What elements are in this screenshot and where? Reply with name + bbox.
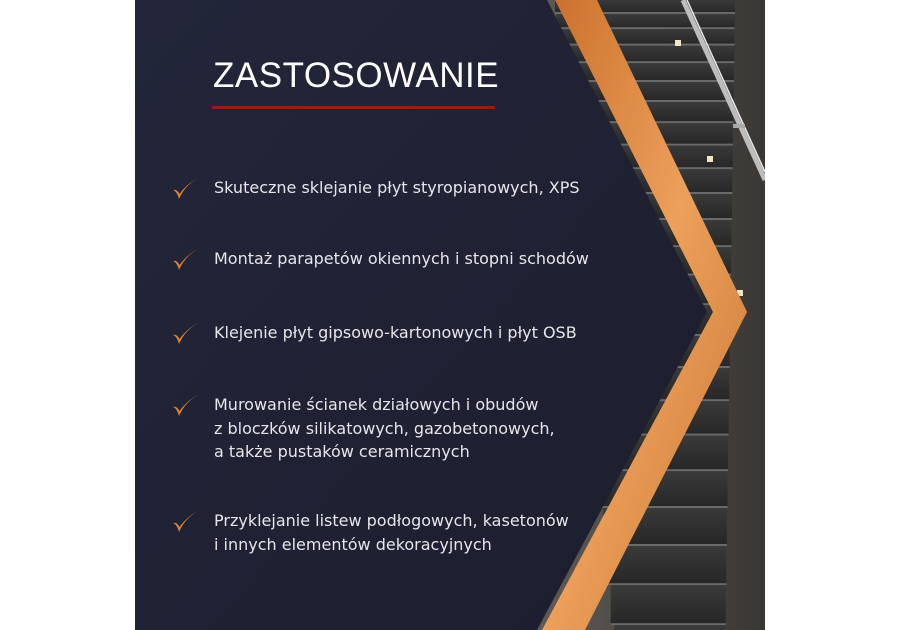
infographic-canvas bbox=[135, 0, 765, 630]
list-item-line: z bloczków silikatowych, gazobetonowych, bbox=[214, 418, 555, 438]
list-item-text bbox=[214, 393, 555, 464]
list-item-line: Klejenie płyt gipsowo-kartonowych i płyt OSB bbox=[214, 323, 577, 342]
page-title: ZASTOSOWANIE bbox=[213, 56, 500, 95]
checkmark-icon bbox=[170, 247, 200, 273]
list-item bbox=[170, 321, 577, 347]
list-item-line: Murowanie ścianek działowych i obudów bbox=[214, 395, 539, 414]
list-item-line: a także pustaków ceramicznych bbox=[214, 442, 470, 461]
checkmark-icon bbox=[170, 393, 200, 419]
checkmark-icon bbox=[170, 321, 200, 347]
list-item bbox=[170, 176, 580, 202]
title-underline bbox=[212, 106, 495, 109]
list-item-text bbox=[214, 247, 589, 271]
list-item-text bbox=[214, 509, 569, 556]
list-item-text bbox=[214, 321, 577, 345]
list-item-line: i innych elementów dekoracyjnych bbox=[214, 534, 492, 554]
list-item-line: Przyklejanie listew podłogowych, kasetonów bbox=[214, 511, 569, 530]
checkmark-icon bbox=[170, 509, 200, 535]
list-item-line: Skuteczne sklejanie płyt styropianowych, XPS bbox=[214, 178, 580, 197]
checkmark-icon bbox=[170, 176, 200, 202]
list-item-line: Montaż parapetów okiennych i stopni schodów bbox=[214, 249, 589, 268]
list-item-text bbox=[214, 176, 580, 200]
list-item bbox=[170, 393, 555, 464]
list-item bbox=[170, 509, 569, 556]
list-item bbox=[170, 247, 589, 273]
